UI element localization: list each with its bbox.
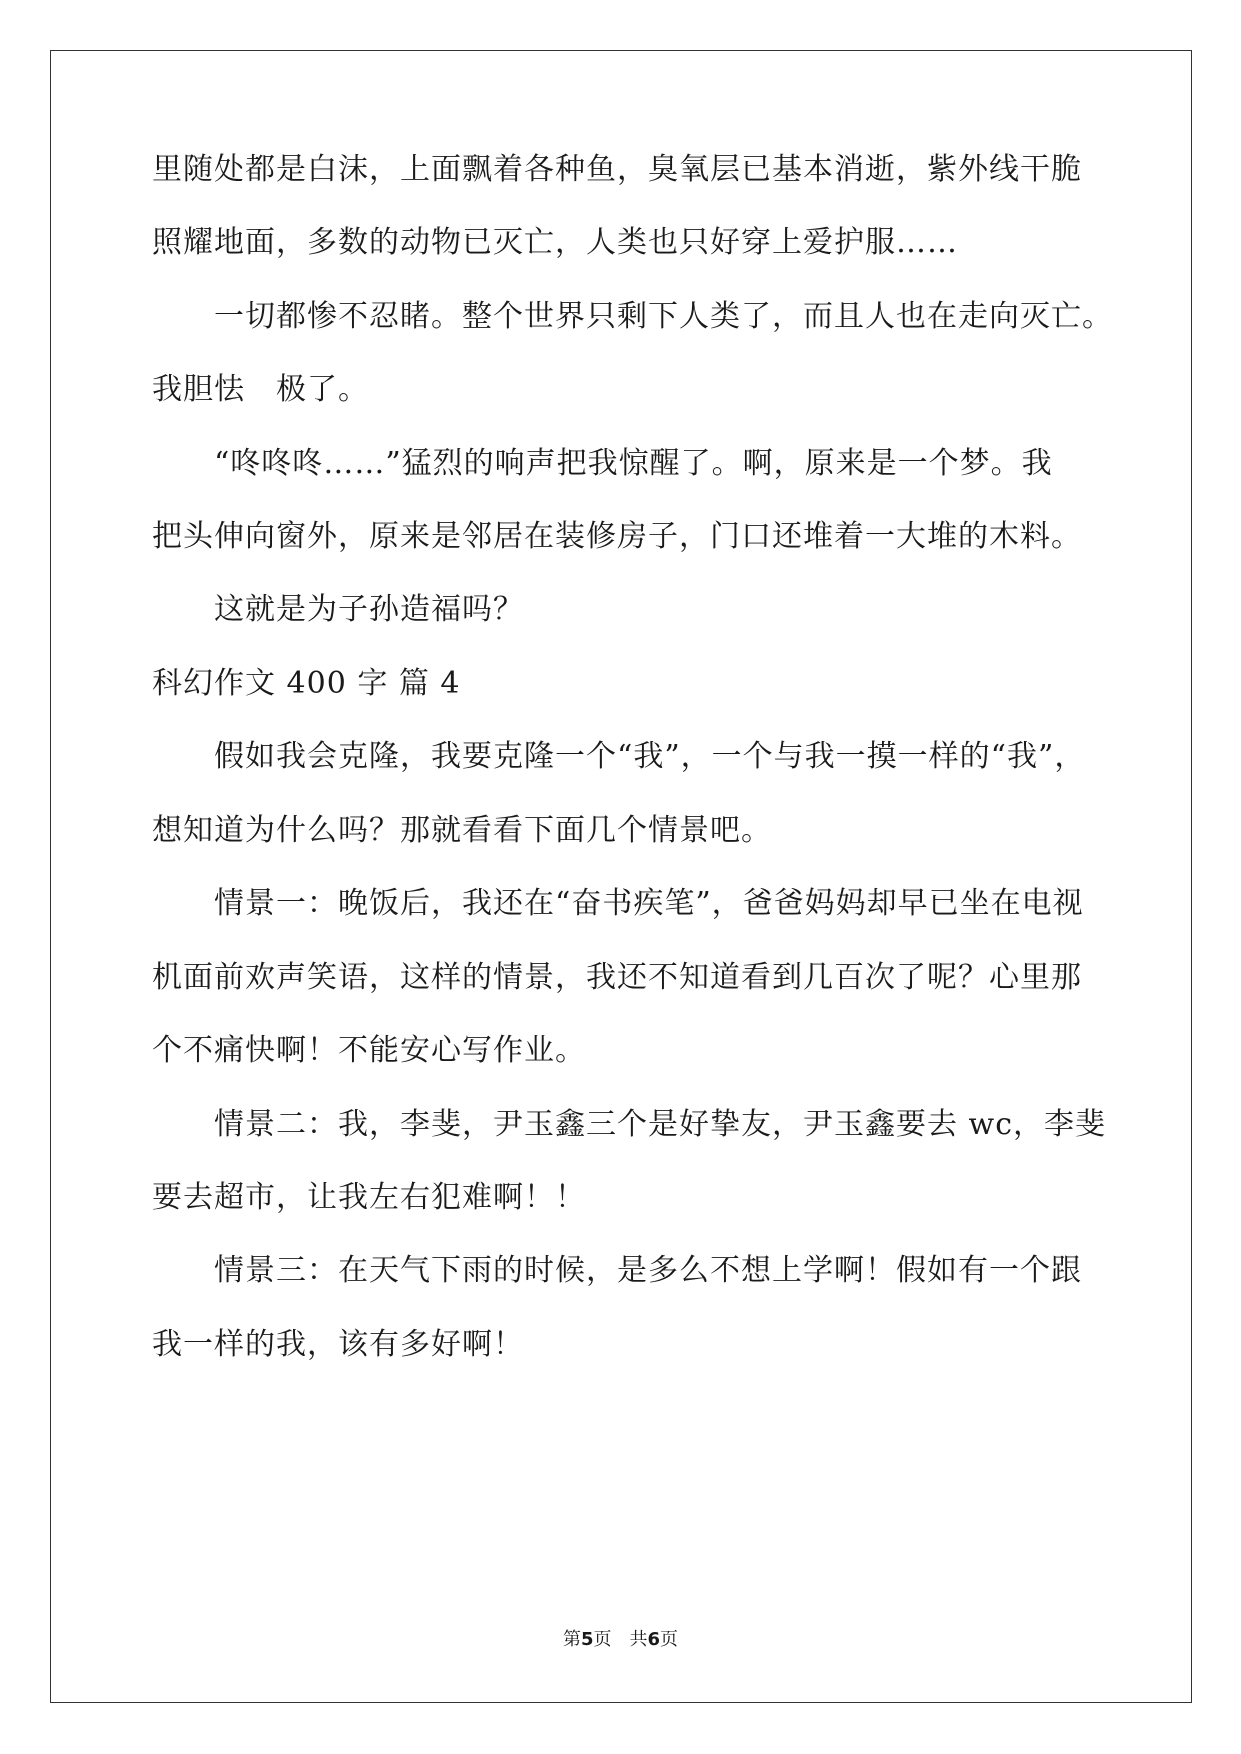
footer-prefix: 第 xyxy=(562,1629,581,1650)
footer-total-pages: 6 xyxy=(647,1629,661,1650)
text-line: 个不痛快啊！不能安心写作业。 xyxy=(152,1033,586,1068)
text-line: “咚咚咚……”猛烈的响声把我惊醒了。啊，原来是一个梦。我 xyxy=(214,446,1053,481)
footer-middle: 页 共 xyxy=(593,1629,648,1650)
text-line: 我一样的我，该有多好啊！ xyxy=(152,1327,524,1362)
footer-page-number: 5 xyxy=(580,1629,594,1650)
text-line: 假如我会克隆，我要克隆一个“我”，一个与我一摸一样的“我”， xyxy=(214,739,1086,774)
text-line: 要去超市，让我左右犯难啊！！ xyxy=(152,1180,586,1215)
text-line: 一切都惨不忍睹。整个世界只剩下人类了，而且人也在走向灭亡。 xyxy=(214,299,1113,334)
footer-suffix: 页 xyxy=(660,1629,679,1650)
text-line: 把头伸向窗外，原来是邻居在装修房子，门口还堆着一大堆的木料。 xyxy=(152,519,1082,554)
text-line: 机面前欢声笑语，这样的情景，我还不知道看到几百次了呢？心里那 xyxy=(152,960,1082,995)
text-line: 照耀地面，多数的动物已灭亡，人类也只好穿上爱护服…… xyxy=(152,225,958,260)
page-footer xyxy=(0,1628,1241,1652)
text-line: 这就是为子孙造福吗？ xyxy=(214,592,524,627)
text-line: 想知道为什么吗？那就看看下面几个情景吧。 xyxy=(152,813,772,848)
text-line: 情景一：晚饭后，我还在“奋书疾笔”，爸爸妈妈却早已坐在电视 xyxy=(214,886,1084,921)
section-heading: 科幻作文 400 字 篇 4 xyxy=(152,666,461,701)
text-line: 我胆怯 极了。 xyxy=(152,372,369,407)
text-line: 情景三：在天气下雨的时候，是多么不想上学啊！假如有一个跟 xyxy=(214,1253,1082,1288)
text-line: 里随处都是白沫，上面飘着各种鱼，臭氧层已基本消逝，紫外线干脆 xyxy=(152,152,1082,187)
text-line: 情景二：我，李斐，尹玉鑫三个是好挚友，尹玉鑫要去 wc，李斐 xyxy=(214,1107,1107,1142)
